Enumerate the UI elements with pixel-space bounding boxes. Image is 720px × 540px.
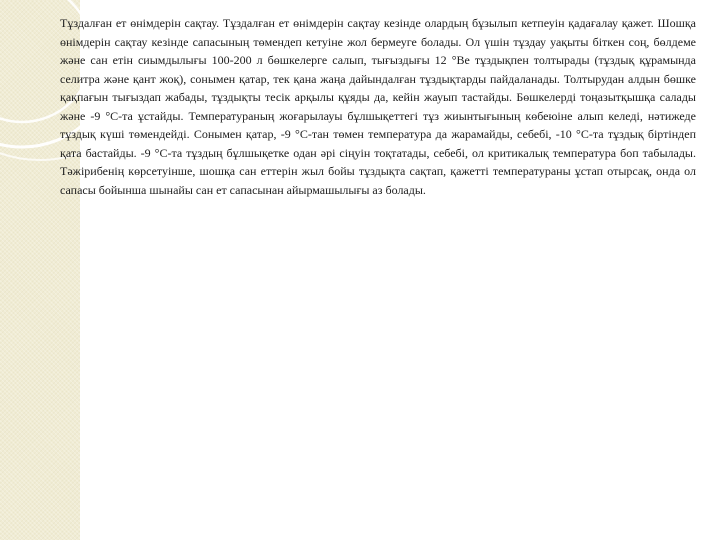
body-paragraph: Тұздалған ет өнімдерін сақтау. Тұздалған ет өнімдерін сақтау кезінде олардың бұзылып кетпеуін қадағалау қажет. Шошқа өнімдерін сақтау кезінде сапасының төмендеп кетуіне жол бермеуге болады. Ол үшін тұздау уақыты біткен соң, бөлдеме және сан етін сиымдылығы 100-200 л бөшкелерге салып, тығыздығы 12 °Ве тұздықпен толтырады (тұздық құрамында селитра және қант жоқ), сонымен қатар, тек қана жаңа дайындалған тұздықтарды пайдаланады. Толтырудан алдын бөшке қақпағын тығыздап жабады, тұздықты тесік арқылы құяды да, кейін жауып тастайды. Бөшкелерді тоңазытқышқа салады және -9 °С-та ұстайды. Температураның жоғарылауы бұлшықеттегі тұз жиынтығының көбеюіне алып келеді, нәтижеде тұздық күші төмендейді. Сонымен қатар, -9 °С-тан төмен температура да жарамайды, себебі, -10 °С-та тұздық біртіндеп қата бастайды. -9 °С-та тұздың бұлшықетке одан әрі сіңуін тоқтатады, себебі, ол критикалық температура боп табылады. Тәжірибенің көрсетуінше, шошқа сан еттерін жыл бойы тұздықта сақтап, қажетті температураны ұстап отырсақ, онда ол сапасы бойынша шынайы сан ет сапасынан айырмашылығы аз болады. bbox=[60, 16, 696, 197]
